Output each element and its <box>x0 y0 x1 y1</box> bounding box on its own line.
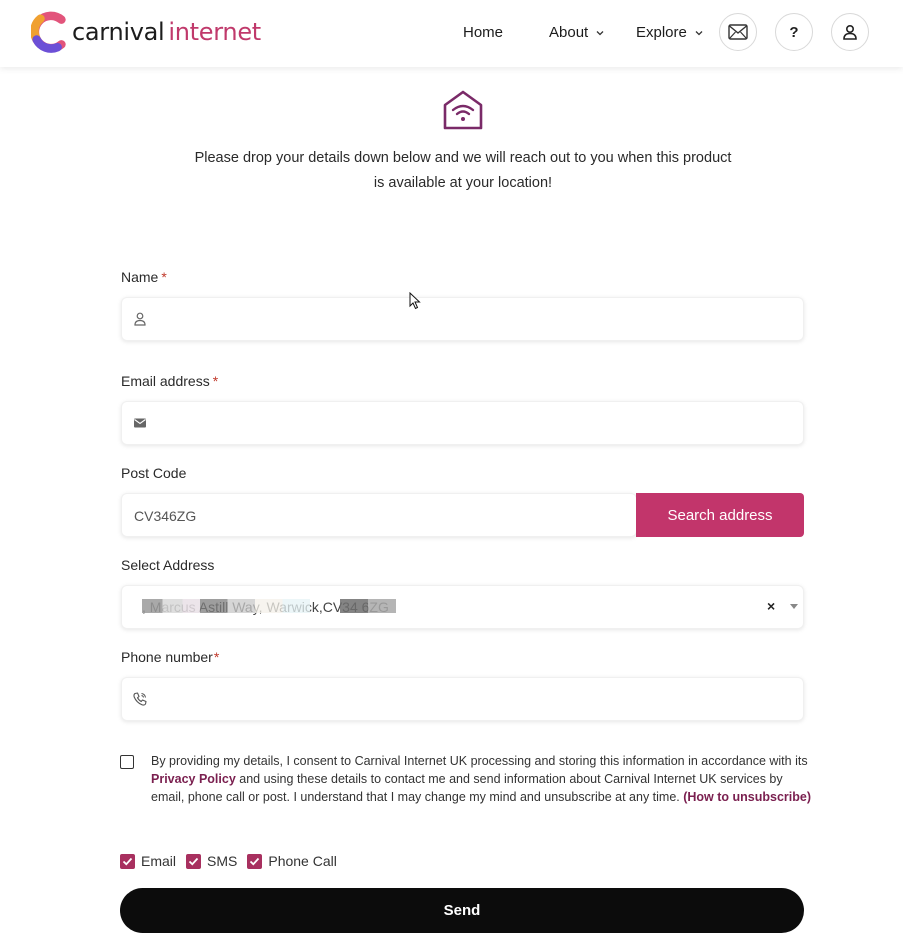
logo-mark-icon <box>31 11 69 53</box>
address-select[interactable] <box>121 585 804 629</box>
redacted-block <box>142 599 200 613</box>
redacted-block <box>340 599 396 613</box>
consent-text: By providing my details, I consent to Carnival Internet UK processing and storing this information in accordance with its Privacy Policy and using these details to contact me and send information about Carnival Internet UK services by email, phone call or post. I understand that I may change my mind and unsubscribe at any time. (How to unsubscribe) <box>151 754 812 804</box>
dropdown-caret-icon[interactable] <box>790 604 798 609</box>
chevron-down-icon <box>694 28 704 38</box>
sms-option-label: SMS <box>207 853 238 869</box>
mouse-cursor-icon <box>409 292 421 310</box>
name-field[interactable] <box>121 297 804 341</box>
privacy-policy-link[interactable]: Privacy Policy <box>151 772 236 786</box>
wifi-house-icon <box>441 88 485 132</box>
contact-options <box>120 853 347 869</box>
phone-input[interactable] <box>160 686 780 714</box>
question-icon: ? <box>789 23 799 41</box>
person-icon <box>132 311 148 327</box>
mail-icon <box>728 24 748 40</box>
required-mark: * <box>212 373 219 389</box>
postcode-field[interactable] <box>121 493 637 537</box>
chevron-down-icon <box>595 28 605 38</box>
phone-call-option-label: Phone Call <box>268 853 337 869</box>
redacted-block <box>200 599 310 613</box>
nav-home[interactable] <box>463 24 503 41</box>
send-button[interactable]: Send <box>120 888 804 933</box>
logo-word-carnival: carnival <box>72 18 165 46</box>
email-field[interactable] <box>121 401 804 445</box>
nav-about[interactable] <box>549 24 605 41</box>
how-to-unsubscribe-link[interactable]: (How to unsubscribe) <box>683 790 812 804</box>
account-button[interactable] <box>831 13 869 51</box>
logo-word-internet: internet <box>168 18 261 46</box>
intro-line-2: is available at your location! <box>373 175 553 191</box>
nav-explore-label: Explore <box>636 24 687 41</box>
name-label: Name * <box>121 269 167 285</box>
logo[interactable] <box>31 11 261 53</box>
required-mark: * <box>213 649 220 665</box>
address-selected-value: Warwick,CV34 <box>266 599 358 615</box>
nav-about-label: About <box>549 24 589 41</box>
phone-icon <box>132 691 148 707</box>
envelope-icon <box>132 415 148 431</box>
intro-text <box>170 146 756 196</box>
check-icon <box>188 856 199 867</box>
check-icon <box>249 856 260 867</box>
email-input[interactable] <box>160 410 780 438</box>
name-input[interactable] <box>160 306 780 334</box>
required-mark: * <box>161 269 167 285</box>
phone-label: Phone number* <box>121 649 220 665</box>
postcode-label: Post Code <box>121 465 187 481</box>
intro-line-1: Please drop your details down below and we will reach out to you when this product <box>194 150 732 166</box>
help-button[interactable] <box>775 13 813 51</box>
site-header <box>0 0 903 67</box>
option-sms[interactable] <box>186 853 237 869</box>
option-email[interactable] <box>120 853 176 869</box>
check-icon <box>122 856 133 867</box>
consent-checkbox[interactable] <box>120 755 134 769</box>
sms-checkbox[interactable] <box>186 854 201 869</box>
select-address-label: Select Address <box>121 557 215 573</box>
phone-call-checkbox[interactable] <box>247 854 262 869</box>
clear-selection-icon[interactable]: × <box>767 598 776 614</box>
phone-field[interactable] <box>121 677 804 721</box>
nav-home-label: Home <box>463 24 504 41</box>
email-label: Email address * <box>121 373 219 389</box>
email-option-label: Email <box>141 853 177 869</box>
user-icon <box>842 24 858 40</box>
nav-explore[interactable] <box>636 24 704 41</box>
email-checkbox[interactable] <box>120 854 135 869</box>
option-phone-call[interactable] <box>247 853 337 869</box>
search-address-button[interactable]: Search address <box>636 493 804 537</box>
contact-mail-button[interactable] <box>719 13 757 51</box>
